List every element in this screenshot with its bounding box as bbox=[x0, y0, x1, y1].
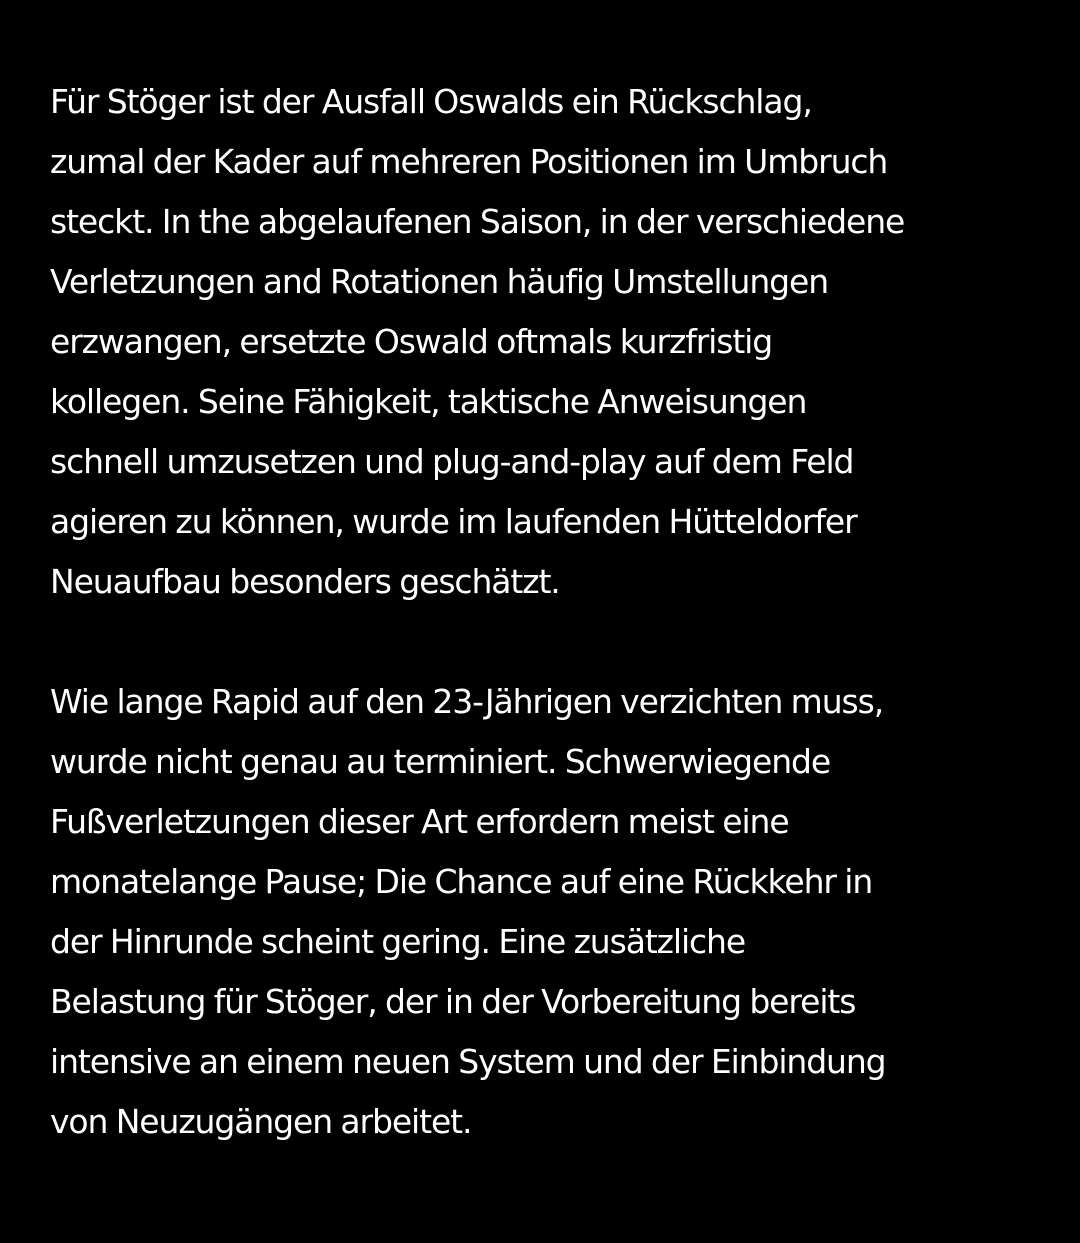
paragraph-2 bbox=[50, 672, 1040, 1152]
text-line: von Neuzugängen arbeitet. bbox=[50, 1102, 472, 1141]
article-body bbox=[50, 72, 1040, 1152]
text-line: kollegen. Seine Fähigkeit, taktische Anweisungen bbox=[50, 382, 807, 421]
text-line: Fußverletzungen dieser Art erfordern meist eine bbox=[50, 802, 789, 841]
text-line: Neuaufbau besonders geschätzt. bbox=[50, 562, 560, 601]
text-line: steckt. In the abgelaufenen Saison, in der verschiedene bbox=[50, 202, 905, 241]
text-line: Verletzungen and Rotationen häufig Umstellungen bbox=[50, 262, 829, 301]
text-line: intensive an einem neuen System und der Einbindung bbox=[50, 1042, 886, 1081]
text-line: Belastung für Stöger, der in der Vorbereitung bereits bbox=[50, 982, 856, 1021]
text-line: Für Stöger ist der Ausfall Oswalds ein Rückschlag, bbox=[50, 82, 812, 121]
text-line: monatelange Pause; Die Chance auf eine Rückkehr in bbox=[50, 862, 873, 901]
text-line: agieren zu können, wurde im laufenden Hütteldorfer bbox=[50, 502, 857, 541]
paragraph-1 bbox=[50, 72, 1040, 612]
text-line: schnell umzusetzen und plug-and-play auf dem Feld bbox=[50, 442, 854, 481]
text-line: zumal der Kader auf mehreren Positionen im Umbruch bbox=[50, 142, 888, 181]
text-line: wurde nicht genau au terminiert. Schwerwiegende bbox=[50, 742, 831, 781]
text-line: erzwangen, ersetzte Oswald oftmals kurzfristig bbox=[50, 322, 773, 361]
text-line: Wie lange Rapid auf den 23-Jährigen verzichten muss, bbox=[50, 682, 884, 721]
text-line: der Hinrunde scheint gering. Eine zusätzliche bbox=[50, 922, 746, 961]
